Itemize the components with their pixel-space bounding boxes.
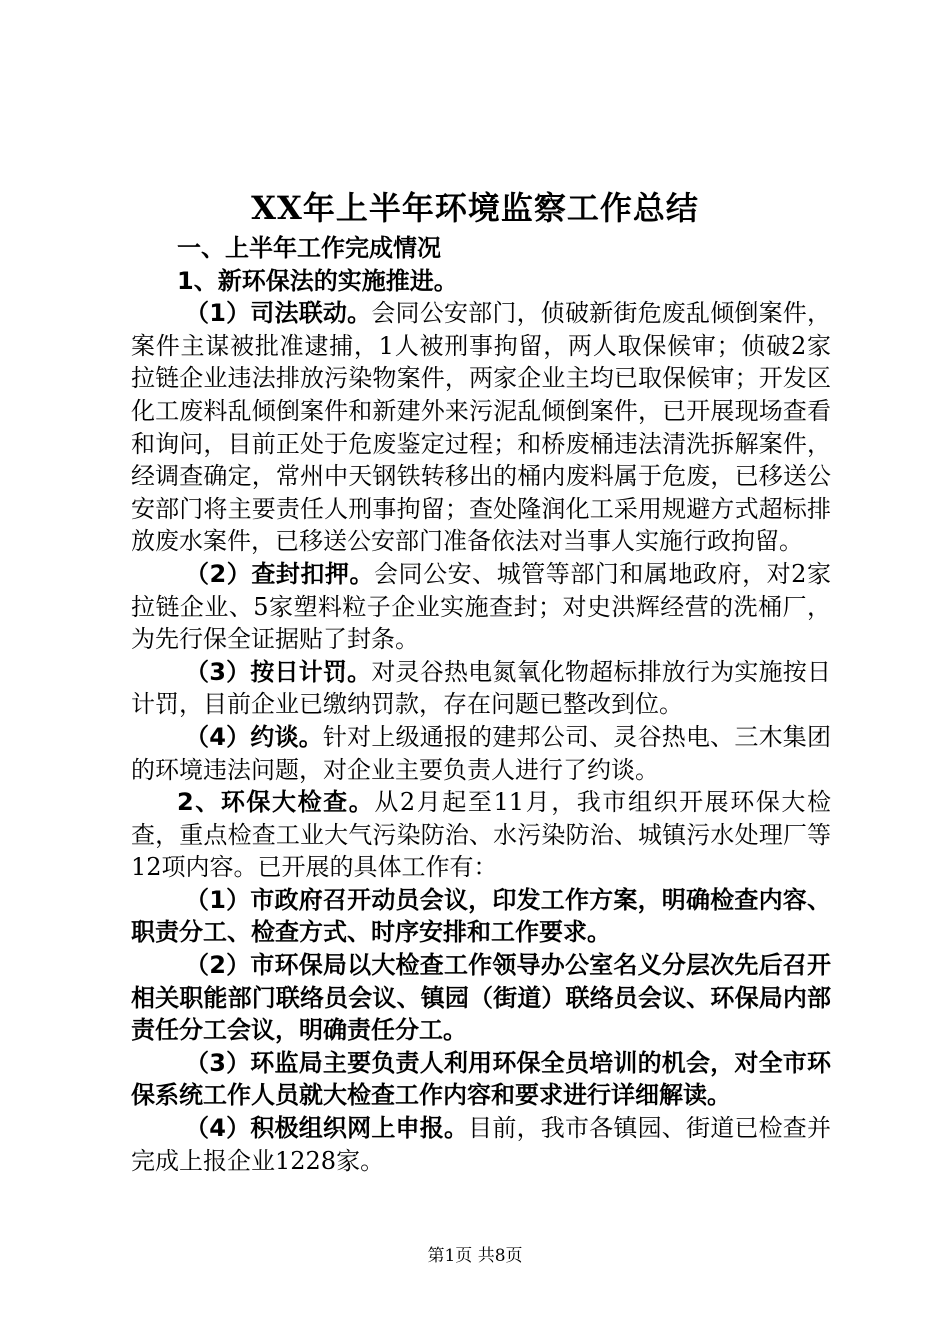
- paragraph-seizure: [131, 558, 831, 656]
- paragraph-meetings: （2）市环保局以大检查工作领导办公室名义分层次先后召开相关职能部门联络员会议、镇园（街道）联络员会议、环保局内部责任分工会议，明确责任分工。: [131, 951, 831, 1045]
- paragraph-training: （3）环监局主要负责人利用环保全员培训的机会，对全市环保系统工作人员就大检查工作内容和要求进行详细解读。: [131, 1048, 831, 1110]
- paragraph-text: 从2月起至11月，我市组织开展环保大检查，重点检查工业大气污染防治、水污染防治、城镇污水处理厂等12项内容。已开展的具体工作有：: [131, 788, 832, 882]
- paragraph-text: 会同公安部门，侦破新街危废乱倾倒案件，案件主谋被批准逮捕，1人被刑事拘留，两人取保候审；侦破2家拉链企业违法排放污染物案件，两家企业主均已取保候审；开发区化工废料乱倾倒案件和新建外来污泥乱倾倒案件，已开展现场查看和询问，目前正处于危废鉴定过程；和桥废桶违法清洗拆解案件，经调查确定，常州中天钢铁转移出的桶内废料属于危废，已移送公安部门将主要责任人刑事拘留；查处隆润化工采用规避方式超标排放废水案件，已移送公安部门准备依法对当事人实施行政拘留。: [131, 299, 832, 556]
- paragraph-text: 目前，我市各镇园、街道已检查并完成上报企业1228家。: [131, 1114, 832, 1175]
- paragraph-lead: （1）司法联动。: [185, 299, 372, 328]
- document-body: [131, 232, 831, 1177]
- paragraph-daily-penalty: [131, 656, 831, 721]
- paragraph-lead: （2）查封扣押。: [185, 559, 375, 588]
- item-heading: 1、新环保法的实施推进。: [177, 266, 458, 295]
- paragraph-interview: [131, 721, 831, 786]
- paragraph-lead: 2、环保大检查。: [177, 788, 375, 817]
- document-title: XX年上半年环境监察工作总结: [251, 189, 699, 227]
- page-footer: 第1页 共8页: [427, 1246, 523, 1266]
- section-heading: 一、上半年工作完成情况: [177, 234, 441, 262]
- paragraph-online-report: [131, 1112, 831, 1177]
- paragraph-mobilization: （1）市政府召开动员会议，印发工作方案，明确检查内容、职责分工、检查方式、时序安排和工作要求。: [131, 885, 831, 947]
- paragraph-lead: （4）积极组织网上申报。: [185, 1114, 469, 1143]
- paragraph-inspection: [131, 786, 831, 884]
- paragraph-text: 针对上级通报的建邦公司、灵谷热电、三木集团的环境违法问题，对企业主要负责人进行了约谈。: [131, 722, 831, 784]
- paragraph-lead: （3）按日计罚。: [185, 657, 372, 686]
- paragraph-text: 会同公安、城管等部门和属地政府，对2家拉链企业、5家塑料粒子企业实施查封；对史洪辉经营的洗桶厂，为先行保全证据贴了封条。: [131, 559, 831, 654]
- paragraph-text: 对灵谷热电氮氧化物超标排放行为实施按日计罚，目前企业已缴纳罚款，存在问题已整改到位。: [131, 657, 832, 719]
- paragraph-lead: （4）约谈。: [185, 722, 323, 751]
- paragraph-judicial-linkage: [131, 297, 831, 558]
